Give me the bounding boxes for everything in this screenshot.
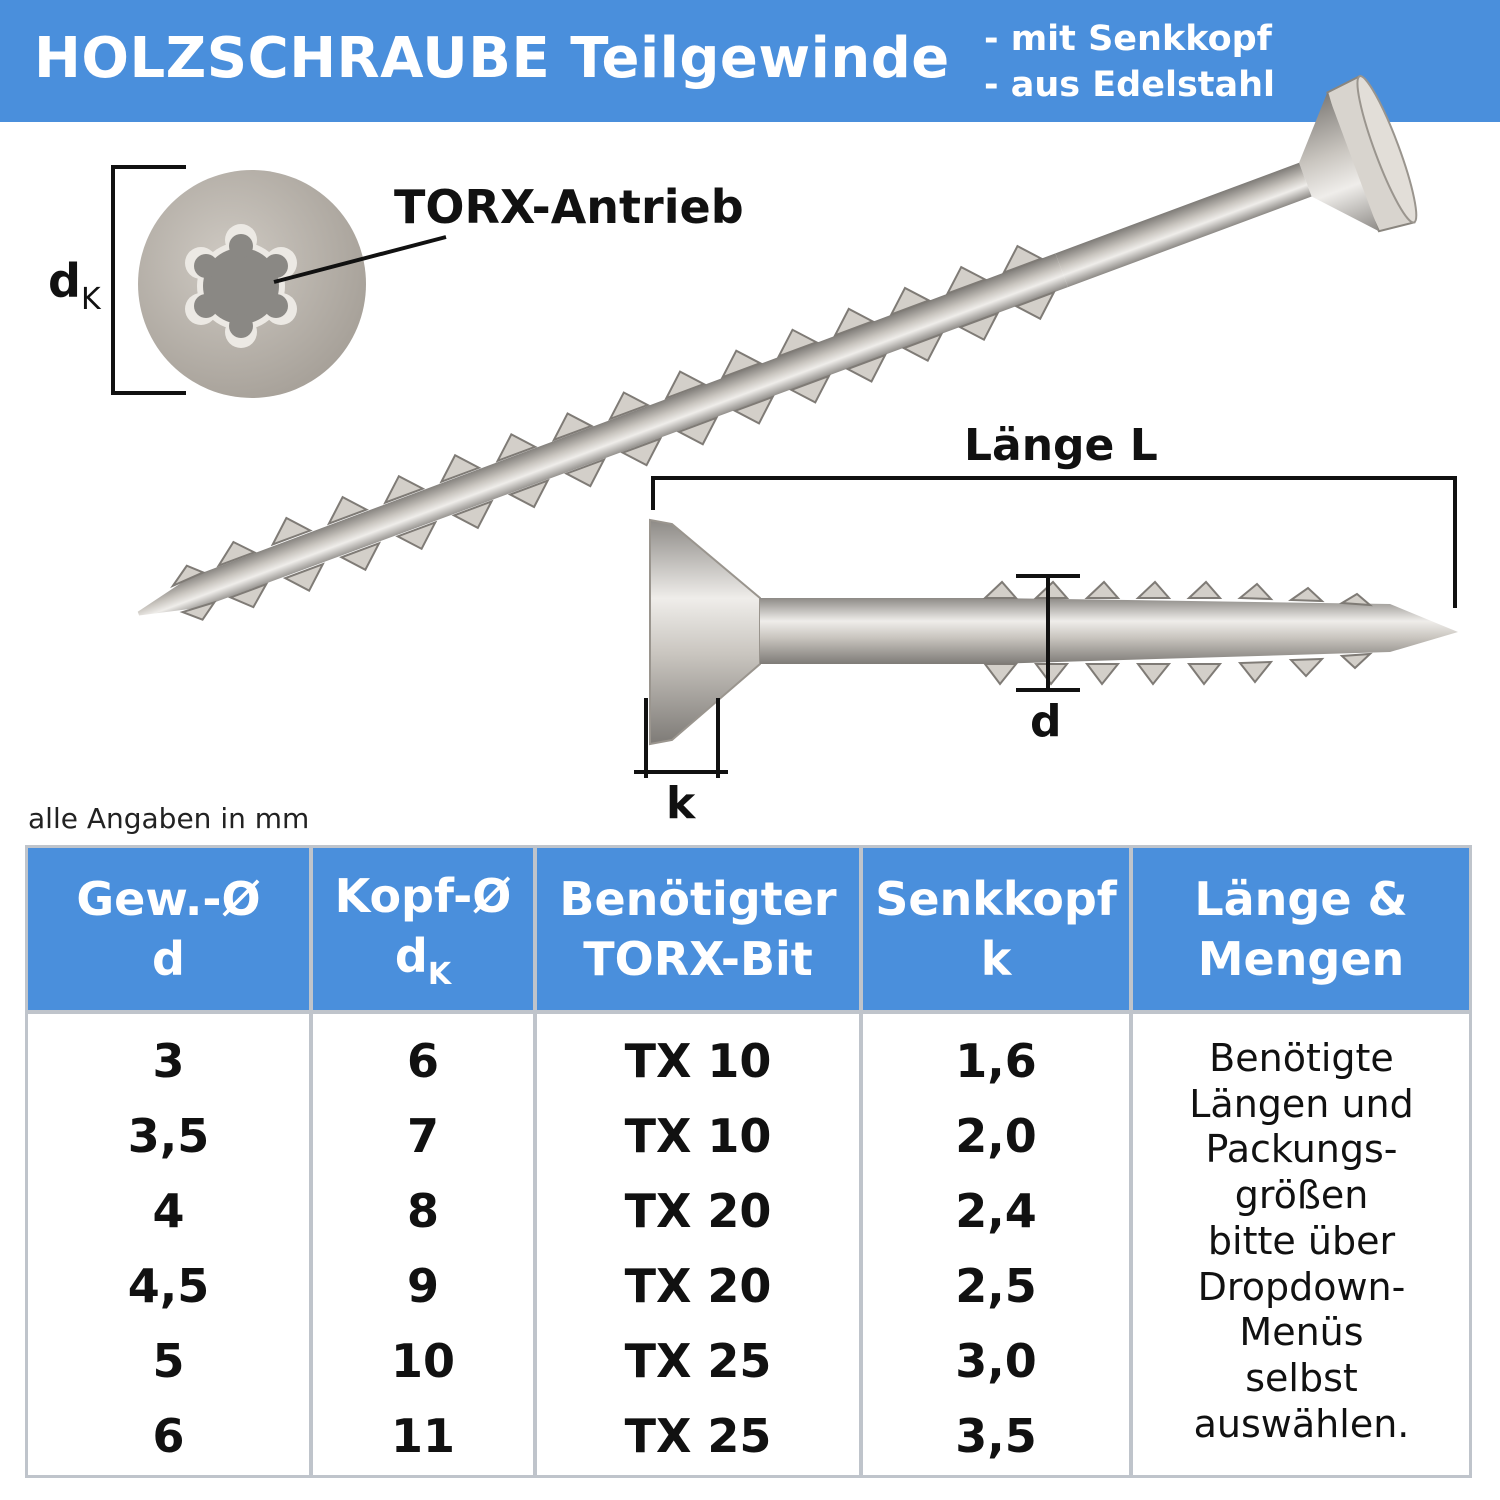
table-cell: 2,4 xyxy=(955,1184,1037,1238)
header-thread-diameter: Gew.-Ø d xyxy=(28,848,309,1010)
header-head-height: Senkkopf k xyxy=(863,848,1129,1010)
units-note: alle Angaben in mm xyxy=(28,802,310,835)
table-cell: TX 20 xyxy=(624,1259,772,1313)
table-cell: 8 xyxy=(406,1184,439,1238)
table-cell: 3,0 xyxy=(955,1334,1037,1388)
table-cell: 3,5 xyxy=(955,1409,1037,1463)
head-height-label: k xyxy=(666,778,696,829)
table-cell: 9 xyxy=(406,1259,439,1313)
table-cell: 5 xyxy=(152,1334,185,1388)
table-cell: TX 25 xyxy=(624,1409,772,1463)
table-cell: 2,5 xyxy=(955,1259,1037,1313)
table-cell: TX 10 xyxy=(624,1109,772,1163)
header-divider xyxy=(28,1010,1469,1014)
thread-diameter-label: d xyxy=(1030,696,1062,747)
table-cell: TX 25 xyxy=(624,1334,772,1388)
length-label: Länge L xyxy=(964,420,1158,471)
head-diameter-column xyxy=(313,1036,533,1486)
table-cell: 2,0 xyxy=(955,1109,1037,1163)
column-divider xyxy=(1129,848,1133,1475)
table-cell: 11 xyxy=(390,1409,455,1463)
table-cell: 4,5 xyxy=(127,1259,210,1313)
header-length-quantity: Länge & Mengen xyxy=(1133,848,1469,1010)
product-title: HOLZSCHRAUBE Teilgewinde xyxy=(34,26,950,91)
feature-countersunk: - mit Senkkopf xyxy=(984,19,1272,59)
torx-drive-label: TORX-Antrieb xyxy=(394,180,744,234)
feature-stainless: - aus Edelstahl xyxy=(984,65,1276,105)
header-torx-bit: Benötigter TORX-Bit xyxy=(537,848,859,1010)
table-cell: 4 xyxy=(152,1184,185,1238)
thread-diameter-column xyxy=(28,1036,309,1486)
table-cell: 1,6 xyxy=(955,1034,1037,1088)
table-cell: 6 xyxy=(406,1034,439,1088)
header-head-diameter: Kopf-Ø $d_K$ xyxy=(313,848,533,1010)
length-quantity-hint: Benötigte Längen und Packungs- größen bitte über Dropdown- Menüs selbst auswählen. xyxy=(1189,1036,1414,1446)
table-cell: 10 xyxy=(390,1334,455,1388)
spec-table xyxy=(25,845,1472,1478)
torx-bit-column xyxy=(537,1036,859,1486)
table-cell: 6 xyxy=(152,1409,185,1463)
table-cell: TX 20 xyxy=(624,1184,772,1238)
table-cell: 3,5 xyxy=(127,1109,210,1163)
table-cell: 7 xyxy=(406,1109,439,1163)
head-height-column xyxy=(863,1036,1129,1486)
table-cell: 3 xyxy=(152,1034,185,1088)
table-cell: TX 10 xyxy=(624,1034,772,1088)
head-diameter-label: $d_K$ xyxy=(48,254,101,317)
